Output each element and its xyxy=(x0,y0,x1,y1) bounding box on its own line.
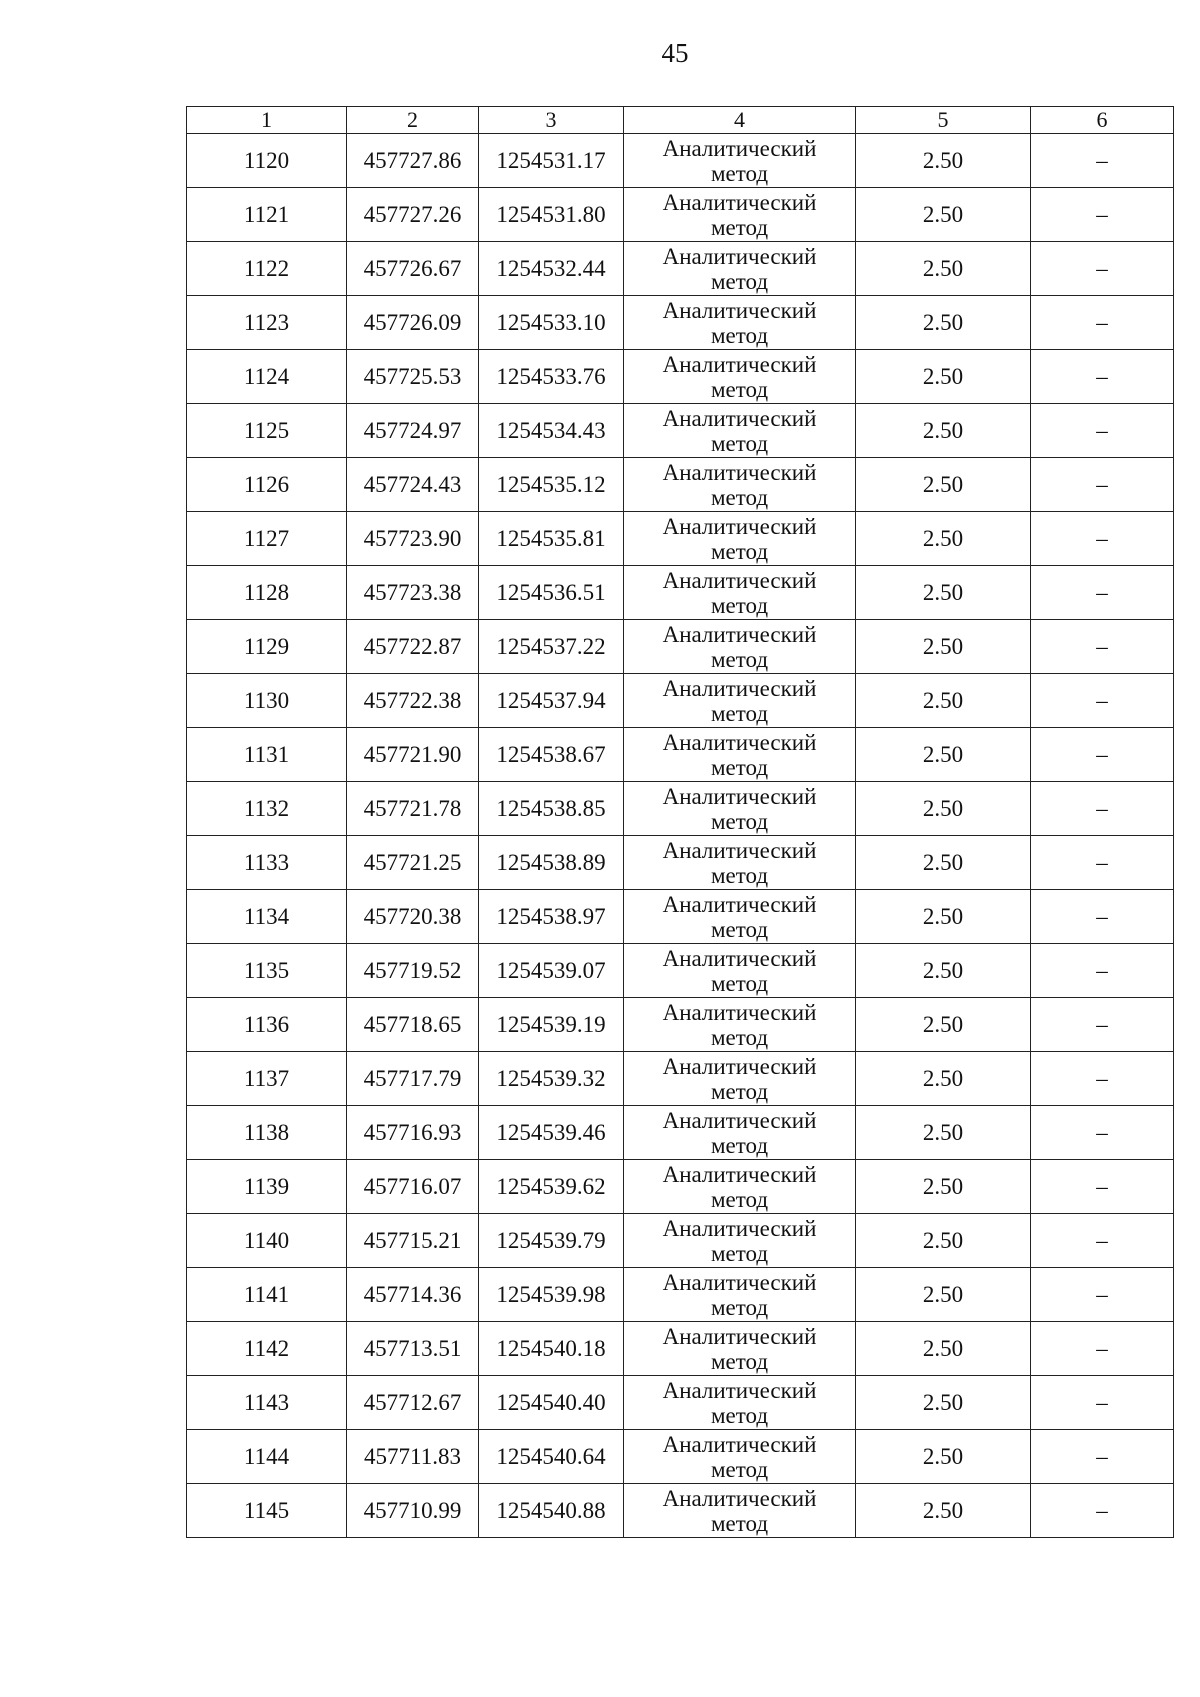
note-cell: – xyxy=(1031,1430,1174,1484)
method-cell xyxy=(624,512,856,566)
x-coordinate-cell: 457713.51 xyxy=(347,1322,479,1376)
method-label-line1: Аналитический xyxy=(662,243,817,269)
point-number-cell: 1145 xyxy=(187,1484,347,1538)
method-label-line2: метод xyxy=(710,1240,769,1266)
y-coordinate-cell: 1254539.98 xyxy=(479,1268,624,1322)
method-label-line1: Аналитический xyxy=(662,1215,817,1241)
method-label-line2: метод xyxy=(710,808,769,834)
table-row xyxy=(187,1052,1174,1106)
x-coordinate-cell: 457722.87 xyxy=(347,620,479,674)
y-coordinate-cell: 1254537.22 xyxy=(479,620,624,674)
y-coordinate-cell: 1254539.62 xyxy=(479,1160,624,1214)
column-header: 6 xyxy=(1031,107,1174,134)
method-label-line1: Аналитический xyxy=(662,1323,817,1349)
x-coordinate-cell: 457711.83 xyxy=(347,1430,479,1484)
accuracy-cell: 2.50 xyxy=(856,404,1031,458)
y-coordinate-cell: 1254531.17 xyxy=(479,134,624,188)
method-label-line2: метод xyxy=(710,862,769,888)
x-coordinate-cell: 457723.38 xyxy=(347,566,479,620)
accuracy-cell: 2.50 xyxy=(856,350,1031,404)
note-cell: – xyxy=(1031,1268,1174,1322)
x-coordinate-cell: 457718.65 xyxy=(347,998,479,1052)
table-row xyxy=(187,404,1174,458)
y-coordinate-cell: 1254539.07 xyxy=(479,944,624,998)
method-label-line2: метод xyxy=(710,1294,769,1320)
y-coordinate-cell: 1254538.85 xyxy=(479,782,624,836)
method-cell xyxy=(624,674,856,728)
table-body xyxy=(187,134,1174,1538)
x-coordinate-cell: 457720.38 xyxy=(347,890,479,944)
point-number-cell: 1137 xyxy=(187,1052,347,1106)
accuracy-cell: 2.50 xyxy=(856,728,1031,782)
method-cell xyxy=(624,620,856,674)
method-label-line2: метод xyxy=(710,970,769,996)
x-coordinate-cell: 457725.53 xyxy=(347,350,479,404)
x-coordinate-cell: 457712.67 xyxy=(347,1376,479,1430)
note-cell: – xyxy=(1031,512,1174,566)
method-label-line1: Аналитический xyxy=(662,837,817,863)
x-coordinate-cell: 457710.99 xyxy=(347,1484,479,1538)
method-label-line2: метод xyxy=(710,1024,769,1050)
note-cell: – xyxy=(1031,1322,1174,1376)
note-cell: – xyxy=(1031,296,1174,350)
y-coordinate-cell: 1254538.67 xyxy=(479,728,624,782)
y-coordinate-cell: 1254537.94 xyxy=(479,674,624,728)
method-label-line1: Аналитический xyxy=(662,999,817,1025)
coordinates-table xyxy=(186,106,1174,1538)
method-label-line2: метод xyxy=(710,1078,769,1104)
y-coordinate-cell: 1254539.46 xyxy=(479,1106,624,1160)
accuracy-cell: 2.50 xyxy=(856,296,1031,350)
point-number-cell: 1132 xyxy=(187,782,347,836)
point-number-cell: 1133 xyxy=(187,836,347,890)
method-label-line1: Аналитический xyxy=(662,729,817,755)
x-coordinate-cell: 457724.97 xyxy=(347,404,479,458)
y-coordinate-cell: 1254540.64 xyxy=(479,1430,624,1484)
note-cell: – xyxy=(1031,242,1174,296)
y-coordinate-cell: 1254535.12 xyxy=(479,458,624,512)
x-coordinate-cell: 457726.09 xyxy=(347,296,479,350)
y-coordinate-cell: 1254540.40 xyxy=(479,1376,624,1430)
x-coordinate-cell: 457722.38 xyxy=(347,674,479,728)
method-label-line1: Аналитический xyxy=(662,1431,817,1457)
method-cell xyxy=(624,1106,856,1160)
method-label-line2: метод xyxy=(710,1402,769,1428)
table-row xyxy=(187,890,1174,944)
note-cell: – xyxy=(1031,566,1174,620)
note-cell: – xyxy=(1031,404,1174,458)
accuracy-cell: 2.50 xyxy=(856,1052,1031,1106)
table-row xyxy=(187,188,1174,242)
x-coordinate-cell: 457721.90 xyxy=(347,728,479,782)
table-row xyxy=(187,1268,1174,1322)
method-label-line1: Аналитический xyxy=(662,1269,817,1295)
x-coordinate-cell: 457719.52 xyxy=(347,944,479,998)
method-cell xyxy=(624,458,856,512)
method-label-line1: Аналитический xyxy=(662,891,817,917)
note-cell: – xyxy=(1031,134,1174,188)
point-number-cell: 1143 xyxy=(187,1376,347,1430)
method-label-line2: метод xyxy=(710,1456,769,1482)
note-cell: – xyxy=(1031,836,1174,890)
method-cell xyxy=(624,1322,856,1376)
method-label-line2: метод xyxy=(710,322,769,348)
y-coordinate-cell: 1254531.80 xyxy=(479,188,624,242)
table-row xyxy=(187,620,1174,674)
x-coordinate-cell: 457726.67 xyxy=(347,242,479,296)
table-row xyxy=(187,350,1174,404)
method-cell xyxy=(624,890,856,944)
accuracy-cell: 2.50 xyxy=(856,998,1031,1052)
table-row xyxy=(187,1106,1174,1160)
method-cell xyxy=(624,944,856,998)
note-cell: – xyxy=(1031,890,1174,944)
method-label-line1: Аналитический xyxy=(662,405,817,431)
x-coordinate-cell: 457717.79 xyxy=(347,1052,479,1106)
method-label-line1: Аналитический xyxy=(662,567,817,593)
y-coordinate-cell: 1254535.81 xyxy=(479,512,624,566)
method-cell xyxy=(624,1160,856,1214)
accuracy-cell: 2.50 xyxy=(856,1376,1031,1430)
table-row xyxy=(187,944,1174,998)
method-label-line1: Аналитический xyxy=(662,1485,817,1511)
point-number-cell: 1140 xyxy=(187,1214,347,1268)
note-cell: – xyxy=(1031,728,1174,782)
y-coordinate-cell: 1254536.51 xyxy=(479,566,624,620)
method-cell xyxy=(624,1484,856,1538)
x-coordinate-cell: 457716.93 xyxy=(347,1106,479,1160)
method-label-line2: метод xyxy=(710,1186,769,1212)
accuracy-cell: 2.50 xyxy=(856,890,1031,944)
note-cell: – xyxy=(1031,998,1174,1052)
table-row xyxy=(187,1484,1174,1538)
table-header-row xyxy=(187,107,1174,134)
accuracy-cell: 2.50 xyxy=(856,566,1031,620)
method-cell xyxy=(624,566,856,620)
x-coordinate-cell: 457715.21 xyxy=(347,1214,479,1268)
method-label-line2: метод xyxy=(710,1348,769,1374)
method-label-line2: метод xyxy=(710,484,769,510)
table-row xyxy=(187,1430,1174,1484)
method-label-line1: Аналитический xyxy=(662,351,817,377)
method-label-line2: метод xyxy=(710,376,769,402)
accuracy-cell: 2.50 xyxy=(856,1322,1031,1376)
note-cell: – xyxy=(1031,350,1174,404)
column-header: 4 xyxy=(624,107,856,134)
point-number-cell: 1142 xyxy=(187,1322,347,1376)
method-label-line2: метод xyxy=(710,700,769,726)
y-coordinate-cell: 1254538.89 xyxy=(479,836,624,890)
table-row xyxy=(187,782,1174,836)
method-cell xyxy=(624,1430,856,1484)
method-label-line2: метод xyxy=(710,916,769,942)
point-number-cell: 1127 xyxy=(187,512,347,566)
accuracy-cell: 2.50 xyxy=(856,674,1031,728)
column-header: 2 xyxy=(347,107,479,134)
method-label-line1: Аналитический xyxy=(662,297,817,323)
note-cell: – xyxy=(1031,944,1174,998)
method-cell xyxy=(624,188,856,242)
x-coordinate-cell: 457727.26 xyxy=(347,188,479,242)
accuracy-cell: 2.50 xyxy=(856,620,1031,674)
accuracy-cell: 2.50 xyxy=(856,188,1031,242)
method-label-line1: Аналитический xyxy=(662,459,817,485)
table-row xyxy=(187,1160,1174,1214)
note-cell: – xyxy=(1031,782,1174,836)
note-cell: – xyxy=(1031,1052,1174,1106)
point-number-cell: 1144 xyxy=(187,1430,347,1484)
table-row xyxy=(187,242,1174,296)
accuracy-cell: 2.50 xyxy=(856,1484,1031,1538)
point-number-cell: 1125 xyxy=(187,404,347,458)
y-coordinate-cell: 1254533.10 xyxy=(479,296,624,350)
method-cell xyxy=(624,242,856,296)
method-label-line1: Аналитический xyxy=(662,621,817,647)
method-label-line2: метод xyxy=(710,160,769,186)
accuracy-cell: 2.50 xyxy=(856,134,1031,188)
table-row xyxy=(187,998,1174,1052)
method-label-line1: Аналитический xyxy=(662,189,817,215)
method-label-line2: метод xyxy=(710,268,769,294)
accuracy-cell: 2.50 xyxy=(856,512,1031,566)
method-label-line1: Аналитический xyxy=(662,945,817,971)
method-cell xyxy=(624,1376,856,1430)
accuracy-cell: 2.50 xyxy=(856,1430,1031,1484)
method-label-line1: Аналитический xyxy=(662,135,817,161)
accuracy-cell: 2.50 xyxy=(856,944,1031,998)
table-row xyxy=(187,1214,1174,1268)
table-row xyxy=(187,134,1174,188)
method-label-line2: метод xyxy=(710,646,769,672)
table-row xyxy=(187,1322,1174,1376)
method-cell xyxy=(624,404,856,458)
table-row xyxy=(187,728,1174,782)
table-row xyxy=(187,512,1174,566)
table-row xyxy=(187,836,1174,890)
accuracy-cell: 2.50 xyxy=(856,836,1031,890)
method-cell xyxy=(624,728,856,782)
method-label-line2: метод xyxy=(710,430,769,456)
y-coordinate-cell: 1254534.43 xyxy=(479,404,624,458)
table-row xyxy=(187,566,1174,620)
x-coordinate-cell: 457721.78 xyxy=(347,782,479,836)
y-coordinate-cell: 1254540.88 xyxy=(479,1484,624,1538)
table-row xyxy=(187,674,1174,728)
point-number-cell: 1124 xyxy=(187,350,347,404)
accuracy-cell: 2.50 xyxy=(856,1268,1031,1322)
y-coordinate-cell: 1254540.18 xyxy=(479,1322,624,1376)
column-header: 1 xyxy=(187,107,347,134)
method-cell xyxy=(624,296,856,350)
x-coordinate-cell: 457727.86 xyxy=(347,134,479,188)
y-coordinate-cell: 1254538.97 xyxy=(479,890,624,944)
method-label-line1: Аналитический xyxy=(662,783,817,809)
method-label-line1: Аналитический xyxy=(662,513,817,539)
method-label-line2: метод xyxy=(710,592,769,618)
y-coordinate-cell: 1254539.19 xyxy=(479,998,624,1052)
x-coordinate-cell: 457724.43 xyxy=(347,458,479,512)
method-label-line1: Аналитический xyxy=(662,675,817,701)
accuracy-cell: 2.50 xyxy=(856,458,1031,512)
point-number-cell: 1122 xyxy=(187,242,347,296)
table-row xyxy=(187,296,1174,350)
accuracy-cell: 2.50 xyxy=(856,1160,1031,1214)
point-number-cell: 1136 xyxy=(187,998,347,1052)
point-number-cell: 1120 xyxy=(187,134,347,188)
method-label-line2: метод xyxy=(710,1132,769,1158)
point-number-cell: 1135 xyxy=(187,944,347,998)
method-label-line1: Аналитический xyxy=(662,1053,817,1079)
table-row xyxy=(187,458,1174,512)
note-cell: – xyxy=(1031,674,1174,728)
method-cell xyxy=(624,782,856,836)
y-coordinate-cell: 1254539.79 xyxy=(479,1214,624,1268)
note-cell: – xyxy=(1031,1160,1174,1214)
method-label-line1: Аналитический xyxy=(662,1161,817,1187)
note-cell: – xyxy=(1031,620,1174,674)
y-coordinate-cell: 1254532.44 xyxy=(479,242,624,296)
point-number-cell: 1134 xyxy=(187,890,347,944)
method-cell xyxy=(624,350,856,404)
note-cell: – xyxy=(1031,1106,1174,1160)
method-label-line2: метод xyxy=(710,754,769,780)
point-number-cell: 1141 xyxy=(187,1268,347,1322)
accuracy-cell: 2.50 xyxy=(856,242,1031,296)
point-number-cell: 1128 xyxy=(187,566,347,620)
method-cell xyxy=(624,1268,856,1322)
point-number-cell: 1139 xyxy=(187,1160,347,1214)
note-cell: – xyxy=(1031,1214,1174,1268)
x-coordinate-cell: 457716.07 xyxy=(347,1160,479,1214)
method-label-line1: Аналитический xyxy=(662,1377,817,1403)
column-header: 5 xyxy=(856,107,1031,134)
method-label-line2: метод xyxy=(710,214,769,240)
note-cell: – xyxy=(1031,1376,1174,1430)
method-cell xyxy=(624,134,856,188)
accuracy-cell: 2.50 xyxy=(856,1214,1031,1268)
page-number: 45 xyxy=(661,38,689,68)
point-number-cell: 1129 xyxy=(187,620,347,674)
note-cell: – xyxy=(1031,1484,1174,1538)
method-label-line2: метод xyxy=(710,538,769,564)
point-number-cell: 1126 xyxy=(187,458,347,512)
accuracy-cell: 2.50 xyxy=(856,782,1031,836)
point-number-cell: 1121 xyxy=(187,188,347,242)
method-cell xyxy=(624,998,856,1052)
x-coordinate-cell: 457723.90 xyxy=(347,512,479,566)
point-number-cell: 1123 xyxy=(187,296,347,350)
method-cell xyxy=(624,836,856,890)
note-cell: – xyxy=(1031,188,1174,242)
table-row xyxy=(187,1376,1174,1430)
method-cell xyxy=(624,1052,856,1106)
method-label-line2: метод xyxy=(710,1510,769,1536)
accuracy-cell: 2.50 xyxy=(856,1106,1031,1160)
y-coordinate-cell: 1254533.76 xyxy=(479,350,624,404)
x-coordinate-cell: 457714.36 xyxy=(347,1268,479,1322)
note-cell: – xyxy=(1031,458,1174,512)
method-label-line1: Аналитический xyxy=(662,1107,817,1133)
point-number-cell: 1131 xyxy=(187,728,347,782)
point-number-cell: 1138 xyxy=(187,1106,347,1160)
method-cell xyxy=(624,1214,856,1268)
x-coordinate-cell: 457721.25 xyxy=(347,836,479,890)
point-number-cell: 1130 xyxy=(187,674,347,728)
y-coordinate-cell: 1254539.32 xyxy=(479,1052,624,1106)
column-header: 3 xyxy=(479,107,624,134)
